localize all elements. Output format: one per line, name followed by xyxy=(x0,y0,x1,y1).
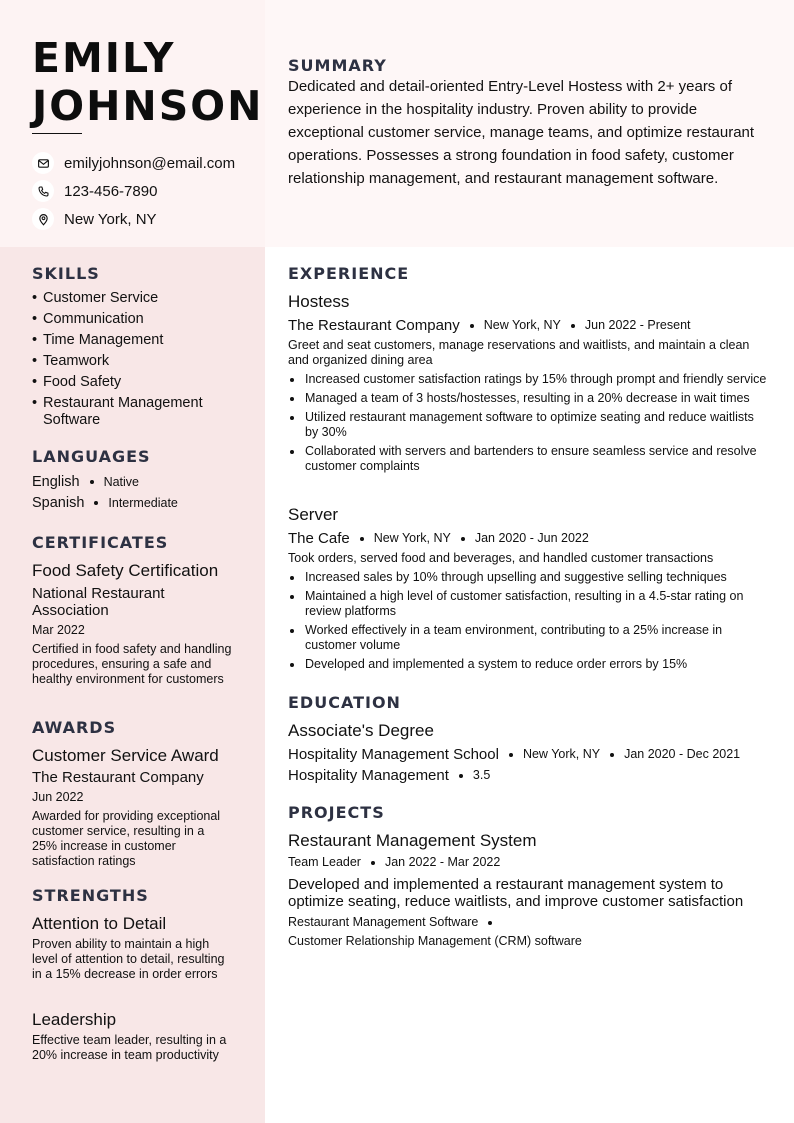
last-name: JOHNSON xyxy=(32,82,264,130)
strength-description: Proven ability to maintain a high level of attention to detail, resulting in a 15% decrease in order errors xyxy=(32,937,225,981)
job-bullet: Increased customer satisfaction ratings by 15% through prompt and friendly service xyxy=(288,372,768,387)
job-bullet: Developed and implemented a system to reduce order errors by 15% xyxy=(288,657,768,672)
language-item xyxy=(32,474,139,490)
certificate-title: Food Safety Certification xyxy=(32,561,219,580)
education-meta xyxy=(288,746,768,763)
certificate-issuer: National Restaurant Association xyxy=(32,585,165,619)
job-description: Greet and seat customers, manage reservations and waitlists, and maintain a clean and organized dining area xyxy=(288,338,750,367)
experience-heading: EXPERIENCE xyxy=(288,264,410,283)
job-meta xyxy=(288,530,768,547)
summary-text: Dedicated and detail-oriented Entry-Level Hostess with 2+ years of experience in the hospitality industry. Proven ability to provide exceptional customer service, manage teams, and optimize restaurant operations. Possesses a strong foundation in food safety, customer relationship management, and restaurant management software. xyxy=(288,78,755,187)
job-title: Hostess xyxy=(288,292,350,311)
separator-dot xyxy=(459,774,463,778)
project-tool: Restaurant Management Software xyxy=(288,915,479,929)
first-name: EMILY xyxy=(32,34,176,82)
projects-heading: PROJECTS xyxy=(288,803,385,822)
school-name: Hospitality Management School xyxy=(288,746,499,763)
job-bullets xyxy=(288,570,768,672)
skill-item: • Customer Service xyxy=(32,290,232,307)
education-gpa: 3.5 xyxy=(472,768,491,782)
skill-item: • Teamwork xyxy=(32,353,232,370)
project-role: Team Leader xyxy=(288,855,361,869)
school-location: New York, NY xyxy=(522,747,601,761)
education-entry xyxy=(288,721,768,784)
map-pin-icon xyxy=(32,208,54,230)
separator-dot xyxy=(461,537,465,541)
separator-dot xyxy=(571,324,575,328)
job-bullet: Collaborated with servers and bartenders to ensure seamless service and resolve customer complaints xyxy=(288,444,768,474)
project-tool: Customer Relationship Management (CRM) software xyxy=(288,934,582,948)
strength-description: Effective team leader, resulting in a 20% increase in team productivity xyxy=(32,1033,227,1062)
certificate-entry xyxy=(32,561,232,687)
award-entry xyxy=(32,746,232,869)
job-bullet: Increased sales by 10% through upselling and suggestive selling techniques xyxy=(288,570,768,585)
strength-title: Leadership xyxy=(32,1010,117,1029)
envelope-icon xyxy=(32,152,54,174)
experience-entry xyxy=(288,505,768,676)
separator-dot xyxy=(90,480,94,484)
strength-title: Attention to Detail xyxy=(32,914,167,933)
education-heading: EDUCATION xyxy=(288,693,401,712)
location-text: New York, NY xyxy=(64,210,157,228)
project-description: Developed and implemented a restaurant management system to optimize seating, reduce waitlists, and improve customer satisfaction xyxy=(288,876,744,910)
job-company: The Restaurant Company xyxy=(288,317,460,334)
awards-heading: AWARDS xyxy=(32,718,117,737)
skill-item: • Restaurant Management Software xyxy=(32,395,232,429)
job-location: New York, NY xyxy=(373,531,451,545)
job-company: The Cafe xyxy=(288,530,350,547)
job-bullet: Managed a team of 3 hosts/hostesses, resulting in a 20% decrease in wait times xyxy=(288,391,768,406)
award-description: Awarded for providing exceptional customer service, resulting in a 25% increase in customer satisfaction ratings xyxy=(32,809,221,868)
project-dates: Jan 2022 - Mar 2022 xyxy=(384,855,501,869)
skill-item: • Communication xyxy=(32,311,232,328)
project-meta xyxy=(288,855,768,870)
languages-heading: LANGUAGES xyxy=(32,447,151,466)
project-tools-row xyxy=(288,915,768,930)
certificate-description: Certified in food safety and handling procedures, ensuring a safe and healthy environment for customers xyxy=(32,642,232,686)
job-location: New York, NY xyxy=(483,318,561,332)
certificates-heading: CERTIFICATES xyxy=(32,533,169,552)
award-issuer: The Restaurant Company xyxy=(32,769,204,786)
job-bullet: Worked effectively in a team environment, contributing to a 25% increase in customer volume xyxy=(288,623,768,653)
name-divider xyxy=(32,133,82,134)
language-name: English xyxy=(32,474,80,490)
separator-dot xyxy=(610,753,614,757)
job-dates: Jan 2020 - Jun 2022 xyxy=(474,531,589,545)
separator-dot xyxy=(509,753,513,757)
skill-item: • Food Safety xyxy=(32,374,232,391)
award-date: Jun 2022 xyxy=(32,790,84,804)
phone-icon xyxy=(32,180,54,202)
separator-dot xyxy=(488,921,492,925)
education-dates: Jan 2020 - Dec 2021 xyxy=(624,747,741,761)
job-bullet: Maintained a high level of customer satisfaction, resulting in a 4.5-star rating on review platforms xyxy=(288,589,768,619)
job-dates: Jun 2022 - Present xyxy=(584,318,691,332)
skills-heading: SKILLS xyxy=(32,264,100,283)
language-item xyxy=(32,495,178,511)
contact-phone[interactable] xyxy=(32,180,157,202)
job-bullets xyxy=(288,372,768,474)
contact-location xyxy=(32,208,157,230)
separator-dot xyxy=(360,537,364,541)
strength-entry xyxy=(32,914,232,982)
summary-heading: SUMMARY xyxy=(288,56,387,75)
candidate-name xyxy=(32,34,263,130)
language-name: Spanish xyxy=(32,495,85,511)
job-bullet: Utilized restaurant management software to optimize seating and reduce waitlists by 30% xyxy=(288,410,768,440)
separator-dot xyxy=(371,861,375,865)
language-level: Native xyxy=(103,475,139,489)
separator-dot xyxy=(470,324,474,328)
project-entry xyxy=(288,831,768,949)
contact-email[interactable] xyxy=(32,152,235,174)
job-title: Server xyxy=(288,505,339,524)
phone-text: 123-456-7890 xyxy=(64,182,158,200)
experience-entry xyxy=(288,292,768,478)
email-text: emilyjohnson@email.com xyxy=(64,154,236,172)
award-title: Customer Service Award xyxy=(32,746,219,765)
language-level: Intermediate xyxy=(108,496,178,510)
job-description: Took orders, served food and beverages, and handled customer transactions xyxy=(288,551,714,565)
strengths-heading: STRENGTHS xyxy=(32,886,149,905)
strength-entry xyxy=(32,1010,232,1063)
education-field: Hospitality Management xyxy=(288,767,449,784)
project-title: Restaurant Management System xyxy=(288,831,537,850)
skill-item: • Time Management xyxy=(32,332,232,349)
degree-title: Associate's Degree xyxy=(288,721,434,740)
education-field-row xyxy=(288,767,768,784)
separator-dot xyxy=(94,501,98,505)
job-meta xyxy=(288,317,768,334)
certificate-date: Mar 2022 xyxy=(32,623,85,637)
skills-list xyxy=(32,290,232,433)
